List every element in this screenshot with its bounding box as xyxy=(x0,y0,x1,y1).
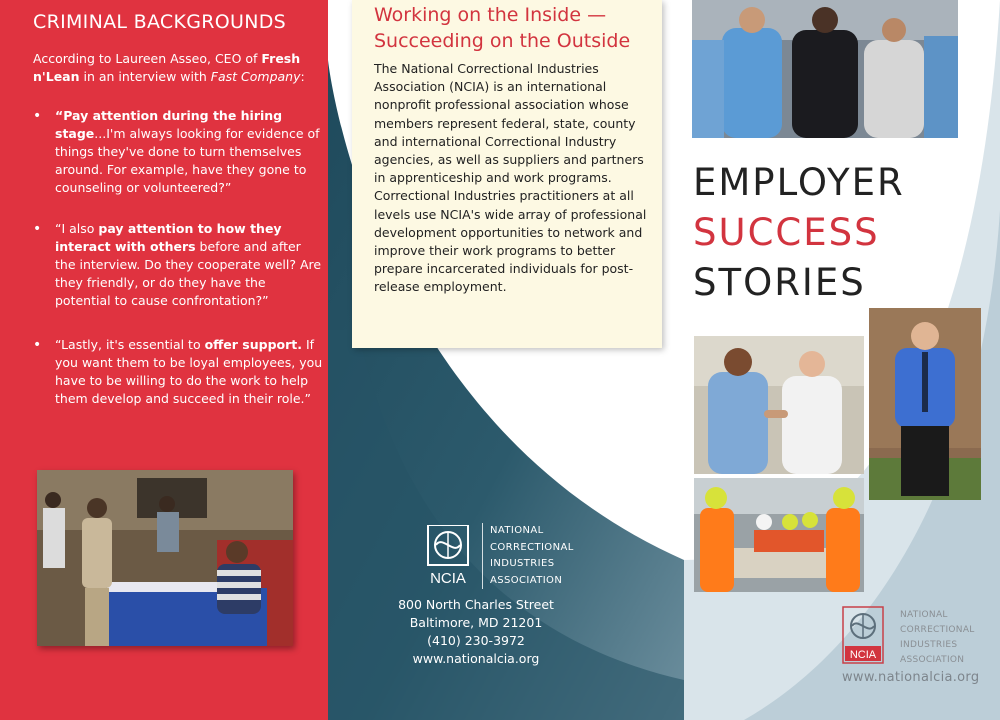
org-name: NATIONAL CORRECTIONAL INDUSTRIES ASSOCIATION xyxy=(490,525,574,586)
org-name: NATIONAL CORRECTIONAL INDUSTRIES ASSOCIATION xyxy=(900,610,975,665)
publication-name: Fast Company xyxy=(210,69,301,84)
section-title: CRIMINAL BACKGROUNDS xyxy=(33,11,287,33)
quote-emphasis: offer support. xyxy=(204,337,302,352)
left-panel xyxy=(0,0,328,720)
handshake-photo xyxy=(694,336,864,474)
contact-address xyxy=(388,596,564,668)
hiring-event-illustration xyxy=(37,470,293,646)
quote-item: • “I also pay attention to how they interact with others before and after the interview. Do they cooperate well? Are they friendly, or do they have the potential to cause confrontation?” xyxy=(33,221,322,308)
intro-paragraph: According to Laureen Asseo, CEO of Fresh n'Lean in an interview with Fast Company: xyxy=(33,51,305,84)
street: 800 North Charles Street xyxy=(398,597,554,612)
ncia-logo-block xyxy=(422,521,612,591)
employee-portrait-photo xyxy=(869,308,981,500)
city: Baltimore, MD 21201 xyxy=(409,615,543,630)
group-event-illustration xyxy=(692,0,958,138)
phone: (410) 230-3972 xyxy=(427,633,525,648)
ncia-logo-icon xyxy=(842,606,884,664)
company-name: Fresh n'Lean xyxy=(33,51,301,84)
brochure-title: EMPLOYER SUCCESS STORIES xyxy=(693,161,905,304)
construction-workers-illustration xyxy=(694,478,864,592)
right-panel xyxy=(684,0,1000,720)
quote-emphasis: Pay attention during the hiring stage xyxy=(55,108,283,141)
construction-workers-photo xyxy=(694,478,864,592)
ncia-logo-block-right xyxy=(842,606,992,666)
handshake-illustration xyxy=(694,336,864,474)
logo-text: NCIA xyxy=(849,649,877,661)
quote-item: • “Pay attention during the hiring stage...I'm always looking for evidence of things they've done to turn themselves around. For example, have they gone to counseling or volunteered?” xyxy=(33,108,320,195)
employee-portrait-illustration xyxy=(869,308,981,500)
quote-emphasis: pay attention to how they interact with others xyxy=(55,221,282,254)
website-link[interactable]: www.nationalcia.org xyxy=(842,670,980,685)
about-ncia-box xyxy=(352,0,662,348)
about-heading: Working on the Inside — Succeeding on the Outside xyxy=(374,4,631,52)
website-link[interactable]: www.nationalcia.org xyxy=(412,651,540,666)
logo-text: NCIA xyxy=(430,570,466,587)
quote-item: • “Lastly, it's essential to offer support. If you want them to be loyal employees, you have to be willing to do the work to help them develop and succeed in their role.” xyxy=(33,337,323,406)
bullet: • xyxy=(33,337,42,353)
ncia-logo-icon xyxy=(422,525,474,587)
bullet: • xyxy=(33,108,42,124)
group-event-photo xyxy=(692,0,958,138)
about-body: The National Correctional Industries Association (NCIA) is an international nonprofit professional association whose members represent federal, state, county and international Correctional Industry agencies, as well as suppliers and partners in apprenticeship and work programs. Correctional Industries practitioners at all levels use NCIA's wide array of professional development opportunities to network and improve their work programs to better prepare incarcerated individuals for post-release employment. xyxy=(374,61,647,295)
hiring-event-photo xyxy=(37,470,293,646)
middle-panel xyxy=(328,0,684,720)
divider xyxy=(482,523,483,589)
bullet: • xyxy=(33,221,42,237)
